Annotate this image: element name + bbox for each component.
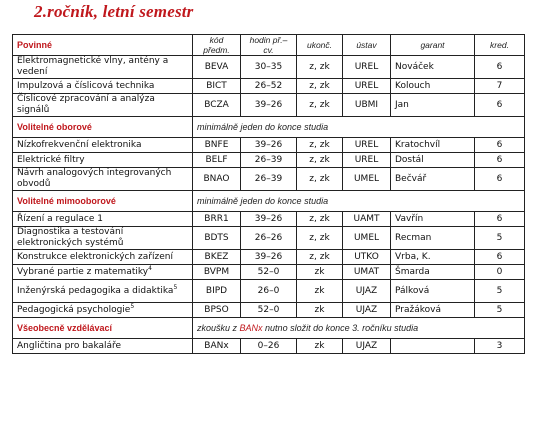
page-title: 2.ročník, letní semestr (34, 2, 194, 21)
course-name: Nízkofrekvenční elektronika (13, 138, 193, 153)
course-guarantor: Recman (391, 227, 475, 250)
course-completion: z, zk (297, 56, 343, 79)
course-department: UJAZ (343, 280, 391, 303)
column-header: kód předm. (193, 35, 241, 56)
course-name: Impulzová a číslicová technika (13, 79, 193, 94)
course-name: Vybrané partie z matematiky$^4$ (13, 265, 193, 280)
course-name: Diagnostika a testování elektronických systémů (13, 227, 193, 250)
course-hours: 0–26 (241, 339, 297, 354)
course-department: UREL (343, 138, 391, 153)
course-department: UREL (343, 79, 391, 94)
course-department: UJAZ (343, 339, 391, 354)
section-note: minimálně jeden do konce studia (193, 117, 525, 138)
course-row (13, 339, 525, 354)
course-code: BDTS (193, 227, 241, 250)
course-code: BELF (193, 153, 241, 168)
section-title: Volitelné mimooborové (13, 191, 193, 212)
course-name: Číslicové zpracování a analýza signálů (13, 94, 193, 117)
course-department: UREL (343, 56, 391, 79)
course-credits: 6 (475, 212, 525, 227)
course-credits: 7 (475, 79, 525, 94)
course-row (13, 280, 525, 303)
course-credits: 6 (475, 56, 525, 79)
course-guarantor: Vrba, K. (391, 250, 475, 265)
course-code: BVPM (193, 265, 241, 280)
course-guarantor: Kolouch (391, 79, 475, 94)
course-completion: z, zk (297, 94, 343, 117)
course-guarantor: Kratochvíl (391, 138, 475, 153)
course-hours: 52–0 (241, 265, 297, 280)
course-row (13, 56, 525, 79)
course-completion: zk (297, 339, 343, 354)
footnote-mark: 5 (173, 283, 178, 291)
footnote-mark: 4 (148, 264, 152, 272)
course-code: BNAO (193, 168, 241, 191)
section-note: minimálně jeden do konce studia (193, 191, 525, 212)
course-row (13, 303, 525, 318)
course-guarantor: Pražáková (391, 303, 475, 318)
course-credits: 0 (475, 265, 525, 280)
course-hours: 52–0 (241, 303, 297, 318)
course-completion: z, zk (297, 227, 343, 250)
course-name: Elektrické filtry (13, 153, 193, 168)
course-code: BICT (193, 79, 241, 94)
section-header-row (13, 318, 525, 339)
course-credits: 5 (475, 280, 525, 303)
course-name: Řízení a regulace 1 (13, 212, 193, 227)
course-department: UMAT (343, 265, 391, 280)
course-guarantor: Pálková (391, 280, 475, 303)
course-code: BANx (193, 339, 241, 354)
course-name: Elektromagnetické vlny, antény a vedení (13, 56, 193, 79)
course-completion: z, zk (297, 138, 343, 153)
course-code: BPSO (193, 303, 241, 318)
column-header: ukonč. (297, 35, 343, 56)
course-name: Konstrukce elektronických zařízení (13, 250, 193, 265)
course-code: BCZA (193, 94, 241, 117)
course-row (13, 168, 525, 191)
section-header-row (13, 35, 525, 56)
course-row (13, 250, 525, 265)
course-code: BRR1 (193, 212, 241, 227)
course-completion: zk (297, 303, 343, 318)
course-hours: 26–26 (241, 227, 297, 250)
note-text: zkoušku z (197, 322, 240, 333)
course-row (13, 212, 525, 227)
section-title: Volitelné oborové (13, 117, 193, 138)
column-header: hodin př.–cv. (241, 35, 297, 56)
course-guarantor: Vavřín (391, 212, 475, 227)
section-title: Všeobecně vzdělávací (13, 318, 193, 339)
course-hours: 26–39 (241, 168, 297, 191)
course-hours: 39–26 (241, 138, 297, 153)
course-completion: z, zk (297, 79, 343, 94)
course-credits: 6 (475, 250, 525, 265)
course-credits: 3 (475, 339, 525, 354)
course-row (13, 138, 525, 153)
course-row (13, 79, 525, 94)
course-credits: 5 (475, 303, 525, 318)
course-guarantor: Nováček (391, 56, 475, 79)
course-guarantor: Bečvář (391, 168, 475, 191)
course-code: BNFE (193, 138, 241, 153)
course-guarantor: Dostál (391, 153, 475, 168)
course-table (12, 34, 525, 354)
course-hours: 30–35 (241, 56, 297, 79)
course-completion: zk (297, 280, 343, 303)
course-completion: z, zk (297, 168, 343, 191)
course-name: Inženýrská pedagogika a didaktika$^5$ (13, 280, 193, 303)
course-hours: 26–0 (241, 280, 297, 303)
footnote-mark: 5 (130, 302, 135, 310)
course-guarantor (391, 339, 475, 354)
course-row (13, 94, 525, 117)
course-guarantor: Jan (391, 94, 475, 117)
course-completion: zk (297, 265, 343, 280)
course-name: Pedagogická psychologie$^5$ (13, 303, 193, 318)
course-row (13, 153, 525, 168)
column-header: ústav (343, 35, 391, 56)
course-guarantor: Šmarda (391, 265, 475, 280)
column-header: kred. (475, 35, 525, 56)
course-hours: 39–26 (241, 94, 297, 117)
course-completion: z, zk (297, 153, 343, 168)
course-code: BIPD (193, 280, 241, 303)
course-completion: z, zk (297, 212, 343, 227)
course-hours: 26–39 (241, 153, 297, 168)
course-department: UMEL (343, 227, 391, 250)
course-credits: 6 (475, 138, 525, 153)
course-name: Angličtina pro bakaláře (13, 339, 193, 354)
course-credits: 6 (475, 168, 525, 191)
section-header-row (13, 191, 525, 212)
section-title: Povinné (13, 35, 193, 56)
course-department: UTKO (343, 250, 391, 265)
course-name: Návrh analogových integrovaných obvodů (13, 168, 193, 191)
course-code: BEVA (193, 56, 241, 79)
course-completion: z, zk (297, 250, 343, 265)
course-credits: 6 (475, 153, 525, 168)
course-row (13, 227, 525, 250)
course-hours: 26–52 (241, 79, 297, 94)
course-hours: 39–26 (241, 250, 297, 265)
section-header-row (13, 117, 525, 138)
course-hours: 39–26 (241, 212, 297, 227)
course-department: UJAZ (343, 303, 391, 318)
course-credits: 6 (475, 94, 525, 117)
course-credits: 5 (475, 227, 525, 250)
course-department: UAMT (343, 212, 391, 227)
course-row (13, 265, 525, 280)
column-header: garant (391, 35, 475, 56)
note-highlight: BANx (239, 322, 263, 333)
course-department: UMEL (343, 168, 391, 191)
course-code: BKEZ (193, 250, 241, 265)
note-text: nutno složit do konce 3. ročníku studia (262, 322, 419, 333)
section-note (193, 318, 525, 339)
course-department: UBMI (343, 94, 391, 117)
course-department: UREL (343, 153, 391, 168)
